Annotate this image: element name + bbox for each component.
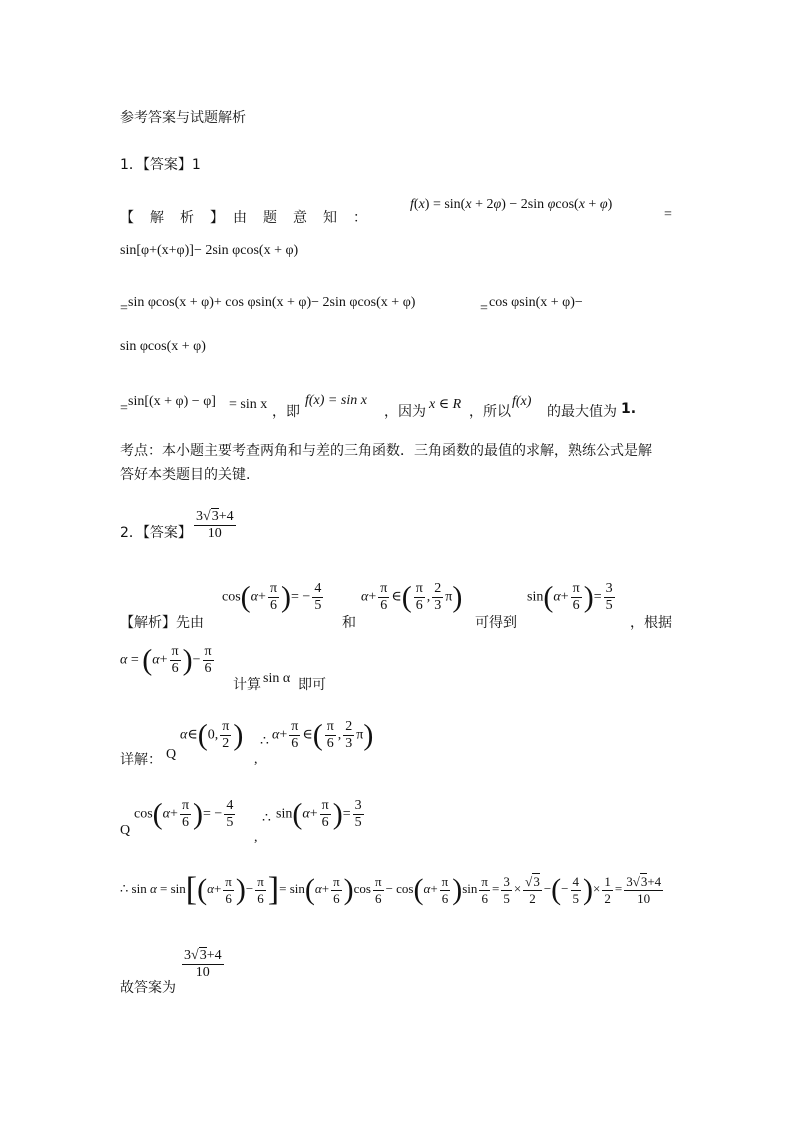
q1-step-1: sin[φ+(x+φ)]− 2sin φcos(x + φ)	[120, 243, 299, 258]
q1-step-3b: sin φcos(x + φ)	[120, 339, 206, 354]
therefore-symbol: ∴	[260, 734, 269, 749]
q2-detail-label: 详解：	[120, 752, 162, 768]
q2-sin-alpha: sin α	[263, 671, 291, 686]
q2-cos-given: cos(α+ $\frac{\pi}{6}$ )= − $\frac{4}{5}$	[134, 797, 234, 831]
q1-text-ji: ，即	[272, 404, 300, 420]
q2-text-jike: 即可	[298, 677, 326, 693]
q2-shifted-range: α+ $\frac{\pi}{6}$ ∈( $\frac{\pi}{6}$ , $\frac{2}{3}$ π)	[272, 718, 374, 752]
q1-function-definition: f(x) = sin(x + 2φ) − 2sin φcos(x + φ)	[410, 197, 613, 212]
q2-text-kededa: 可得到	[475, 615, 517, 631]
q1-answer-heading: 1．【答案】1	[120, 157, 201, 173]
q2-text-he: 和	[342, 615, 356, 631]
because-symbol: Q	[166, 747, 177, 762]
q1-fx-sinx: f(x) = sin x	[305, 393, 367, 408]
q2-sin-derived: sin(α+ $\frac{\pi}{6}$ )= $\frac{3}{5}$	[276, 797, 362, 831]
q2-cos-condition: cos(α+ $\frac{\pi}{6}$ )= − $\frac{4}{5}$	[222, 580, 322, 614]
q2-alpha-range: α∈(0, $\frac{\pi}{2}$ )	[180, 718, 244, 752]
q1-max-value: 1.	[621, 401, 637, 417]
q1-text-max: 的最大值为	[547, 404, 617, 420]
q2-sin-result: sin(α+ $\frac{\pi}{6}$ )= $\frac{3}{5}$	[527, 580, 613, 614]
q1-x-in-r: x ∈ R	[429, 397, 462, 412]
q2-text-genju: ，根据	[630, 615, 672, 631]
q1-text-suoyi: ，所以	[469, 404, 511, 420]
q2-answer-heading: 2．【答案】	[120, 525, 192, 541]
q2-final-label: 故答案为	[120, 980, 176, 996]
q1-analysis-label: 【 解 析 】 由 题 意 知 ：	[120, 210, 368, 226]
q1-equals-4: =	[120, 401, 128, 416]
q1-step-4: sin[(x + φ) − φ]	[128, 394, 216, 409]
therefore-symbol-2: ∴	[262, 811, 271, 826]
q1-equals-3: =	[480, 301, 488, 316]
q2-final-computation: ∴ sin α = sin[(α+ $\frac{\pi}{6}$ )− $\frac{\pi}{6}$ ]= sin(α+ $\frac{\pi}{6}$ )cos $\frac{\pi}{6}$ − cos(α+ $\frac{\pi}{6}$ )sin $\frac{\pi}{6}$ = $\frac{3}{5}$ × $\frac{√3}{2}$ −(− $\frac{4}{5}$ )× $\frac{1}{2}$ = $\frac{3√3+4}{10}$	[120, 871, 662, 908]
q2-range-condition: α+ $\frac{\pi}{6}$ ∈( $\frac{\pi}{6}$ , $\frac{2}{3}$ π)	[361, 580, 463, 614]
q1-equals: =	[664, 207, 672, 222]
q1-key-point-line1: 考点：本小题主要考查两角和与差的三角函数．三角函数的最值的求解，熟练公式是解	[120, 443, 652, 459]
q2-alpha-decomposition: α = (α+ $\frac{\pi}{6}$ )− $\frac{\pi}{6}$	[120, 643, 212, 677]
comma: ,	[254, 752, 258, 767]
q2-answer-fraction: $\frac{3√3+4}{10}$	[196, 509, 234, 541]
because-symbol-2: Q	[120, 823, 131, 838]
q2-final-fraction: $\frac{3√3+4}{10}$	[184, 948, 222, 980]
q2-analysis-label: 【解析】先由	[120, 615, 204, 631]
comma-2: ,	[254, 830, 258, 845]
q1-step-4-result: = sin x	[229, 397, 268, 412]
q2-text-jisuan: 计算	[233, 677, 261, 693]
q1-equals-2: =	[120, 301, 128, 316]
page-title: 参考答案与试题解析	[120, 110, 246, 126]
q1-key-point-line2: 答好本类题目的关键.	[120, 467, 251, 483]
q1-text-yinwei: ，因为	[384, 404, 426, 420]
q1-step-2: sin φcos(x + φ)+ cos φsin(x + φ)− 2sin φcos(x + φ)	[128, 295, 416, 310]
q1-step-3: cos φsin(x + φ)−	[489, 295, 583, 310]
q1-fx: f(x)	[512, 394, 532, 409]
